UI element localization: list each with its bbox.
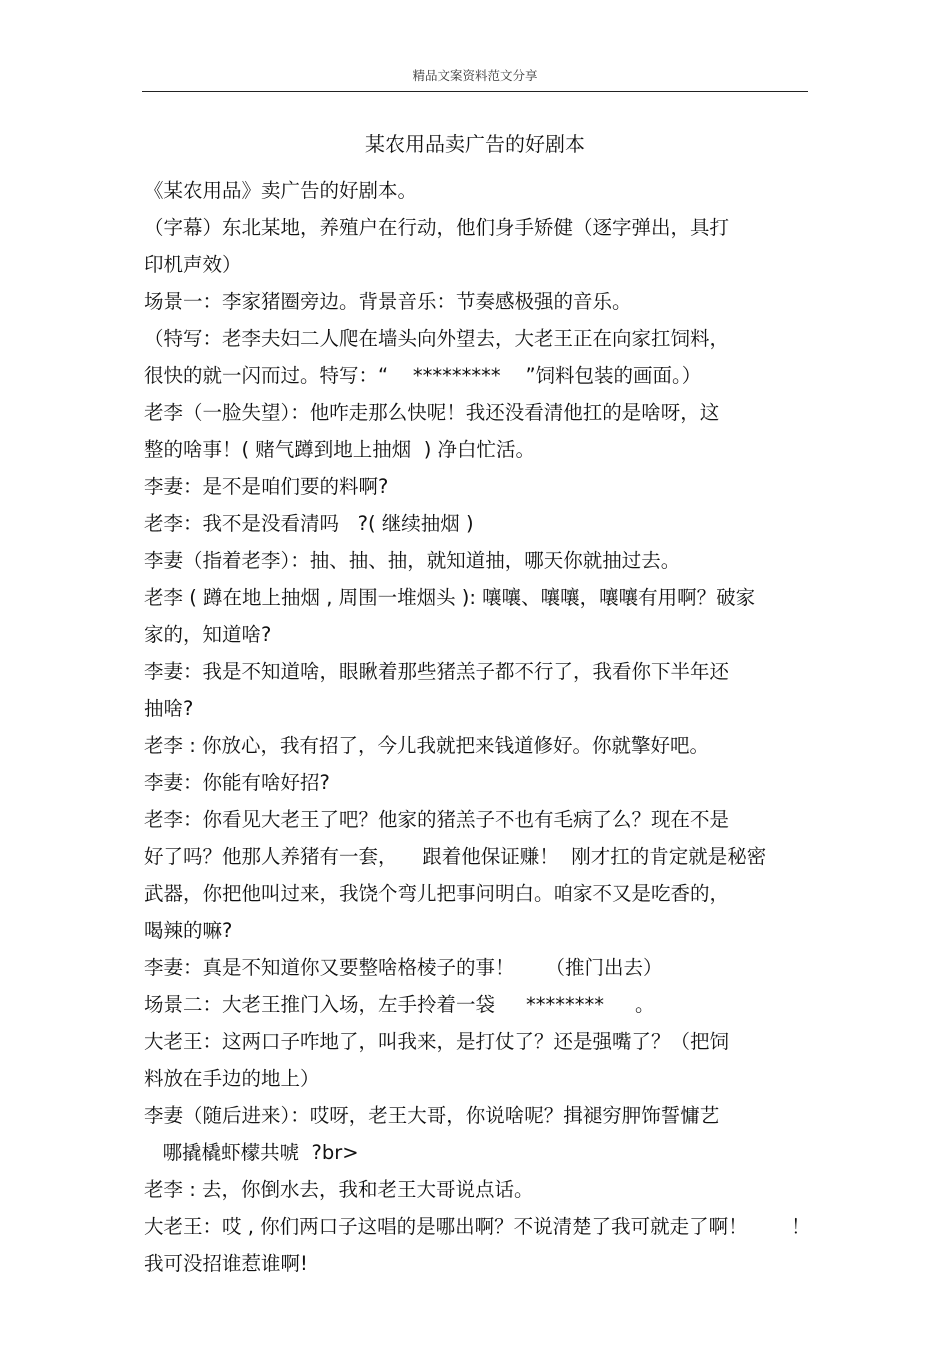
text-line: 李妻（指着老李）：抽、抽、抽，就知道抽，哪天你就抽过去。 <box>144 549 681 572</box>
text-line: 大老王：这两口子咋地了，叫我来，是打仗了？还是强嘴了？（把饲 <box>144 1030 730 1053</box>
text-line: 场景二：大老王推门入场，左手拎着一袋 ******** 。 <box>144 993 655 1016</box>
text-line: 老李：你看见大老王了吧？他家的猪羔子不也有毛病了么？现在不是 <box>144 808 730 831</box>
text-line: 我可没招谁惹谁啊! <box>144 1252 308 1275</box>
text-line: 抽啥? <box>144 697 194 720</box>
document-title: 某农用品卖广告的好剧本 <box>365 132 585 156</box>
page-header: 精品文案资料范文分享 <box>412 68 538 83</box>
text-line: 家的，知道啥? <box>144 623 272 646</box>
text-line: 场景一：李家猪圈旁边。背景音乐：节奏感极强的音乐。 <box>144 290 632 313</box>
text-line: 料放在手边的地上） <box>144 1067 320 1090</box>
text-line: 李妻：是不是咱们要的料啊? <box>144 475 389 498</box>
text-line: 好了吗？他那人养猪有一套， 跟着他保证赚！ 刚才扛的肯定就是秘密 <box>144 845 767 868</box>
header-divider <box>142 91 808 92</box>
text-line: 大老王：哎 , 你们两口子这唱的是哪出啊？不说清楚了我可就走了啊！ ！ <box>144 1215 811 1238</box>
text-line: 李妻：我是不知道啥，眼瞅着那些猪羔子都不行了，我看你下半年还 <box>144 660 730 683</box>
text-line: 整的啥事！( 赌气蹲到地上抽烟 ) 净白忙活。 <box>144 438 536 461</box>
text-line: 老李 : 去，你倒水去，我和老王大哥说点话。 <box>144 1178 534 1201</box>
text-line: 武器，你把他叫过来，我饶个弯儿把事问明白。咱家不又是吃香的， <box>144 882 730 905</box>
text-line: 老李 ( 蹲在地上抽烟 , 周围一堆烟头 ): 嚷嚷、嚷嚷，嚷嚷有用啊？破家 <box>144 586 756 609</box>
text-line: 哪撬橇虾檬共唬 ?br> <box>144 1141 359 1164</box>
text-line: 老李：我不是没看清吗 ?( 继续抽烟 ) <box>144 512 474 535</box>
document-body <box>144 172 834 1282</box>
text-line: 李妻：你能有啥好招? <box>144 771 330 794</box>
text-line: 《某农用品》卖广告的好剧本。 <box>144 179 418 202</box>
text-line: 老李 : 你放心，我有招了，今儿我就把来钱道修好。你就擎好吧。 <box>144 734 709 757</box>
text-line: （特写：老李夫妇二人爬在墙头向外望去，大老王正在向家扛饲料， <box>144 327 730 350</box>
text-line: 李妻（随后进来）：哎呀，老王大哥，你说啥呢？揖褪穷胛饰誓慵艺 <box>144 1104 720 1127</box>
text-line: 印机声效） <box>144 253 242 276</box>
text-line: 李妻：真是不知道你又要整啥格棱子的事！ （推门出去） <box>144 956 663 979</box>
text-line: 很快的就一闪而过。特写：“ ********* ”饲料包装的画面。） <box>144 364 702 387</box>
text-line: 喝辣的嘛? <box>144 919 233 942</box>
text-line: （字幕）东北某地，养殖户在行动，他们身手矫健（逐字弹出，具打 <box>144 216 730 239</box>
text-line: 老李（一脸失望）：他咋走那么快呢！我还没看清他扛的是啥呀，这 <box>144 401 720 424</box>
